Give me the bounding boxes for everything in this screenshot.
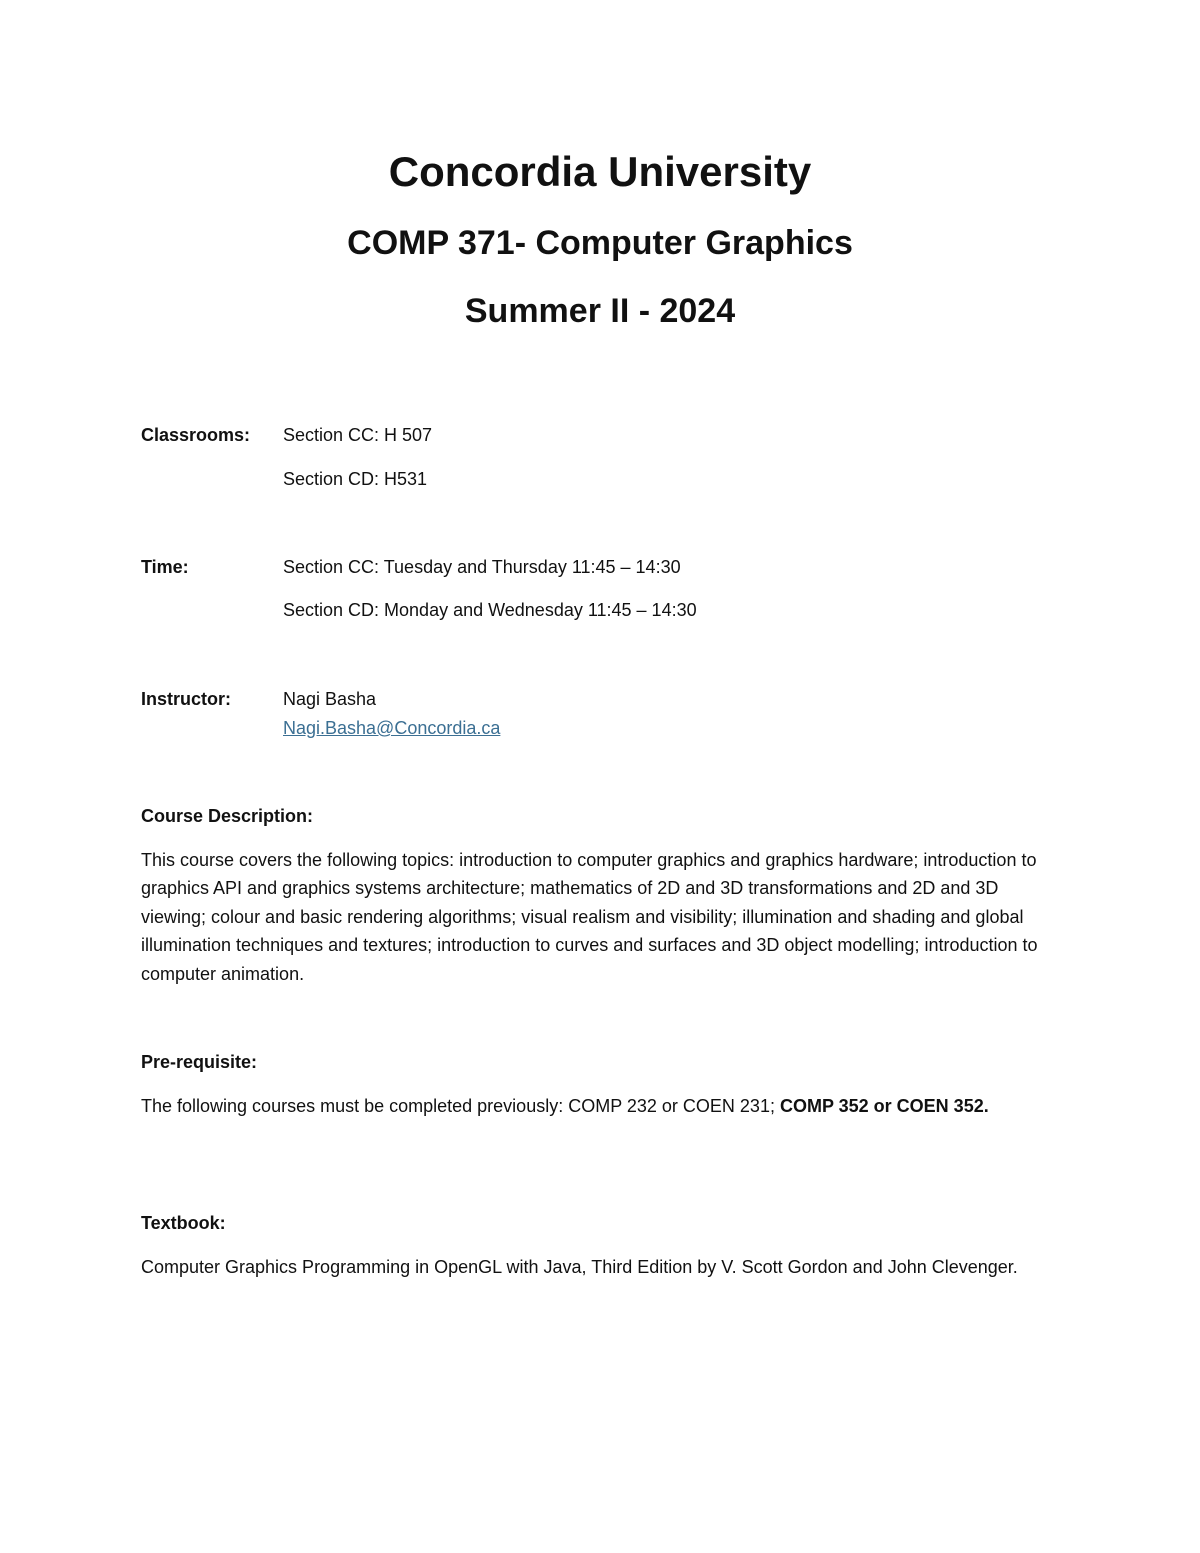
- instructor-email-link[interactable]: Nagi.Basha@Concordia.ca: [283, 718, 501, 738]
- course-description-text: This course covers the following topics: introduction to computer graphics and graphics hardware; introduction to graphics API and graphics systems architecture; mathematics of 2D and 3D transformations and 2D and 3D viewing; colour and basic rendering algorithms; visual realism and visibility; illumination and shading and global illumination techniques and textures; introduction to curves and surfaces and 3D object modelling; introduction to computer animation.: [141, 850, 1038, 984]
- prerequisite-text: [141, 1092, 1061, 1120]
- classroom-section-cc: Section CC: H 507: [283, 425, 433, 445]
- course-title: COMP 371- Computer Graphics: [347, 224, 853, 262]
- prerequisite-bold: COMP 352 or COEN 352: [779, 1096, 984, 1116]
- prerequisite-heading: Pre-requisite:: [141, 1052, 258, 1072]
- time-label: Time:: [141, 557, 189, 577]
- instructor-label: Instructor:: [141, 689, 231, 709]
- university-title: Concordia University: [388, 148, 812, 195]
- time-section-cc: Section CC: Tuesday and Thursday 11:45 – 14:30: [283, 557, 681, 577]
- time-section-cd: Section CD: Monday and Wednesday 11:45 – 14:30: [283, 600, 697, 620]
- term-title: Summer II - 2024: [464, 292, 736, 330]
- textbook-heading: Textbook:: [141, 1213, 226, 1233]
- course-description-heading: Course Description:: [141, 806, 314, 826]
- instructor-name: Nagi Basha: [283, 689, 377, 709]
- prerequisite-plain: The following courses must be completed previously: COMP 232 or COEN 231;: [141, 1096, 780, 1116]
- prerequisite-end: .: [983, 1096, 989, 1116]
- classrooms-label: Classrooms:: [141, 425, 251, 445]
- textbook-text: Computer Graphics Programming in OpenGL with Java, Third Edition by V. Scott Gordon and John Clevenger.: [141, 1257, 1018, 1277]
- classroom-section-cd: Section CD: H531: [283, 469, 428, 489]
